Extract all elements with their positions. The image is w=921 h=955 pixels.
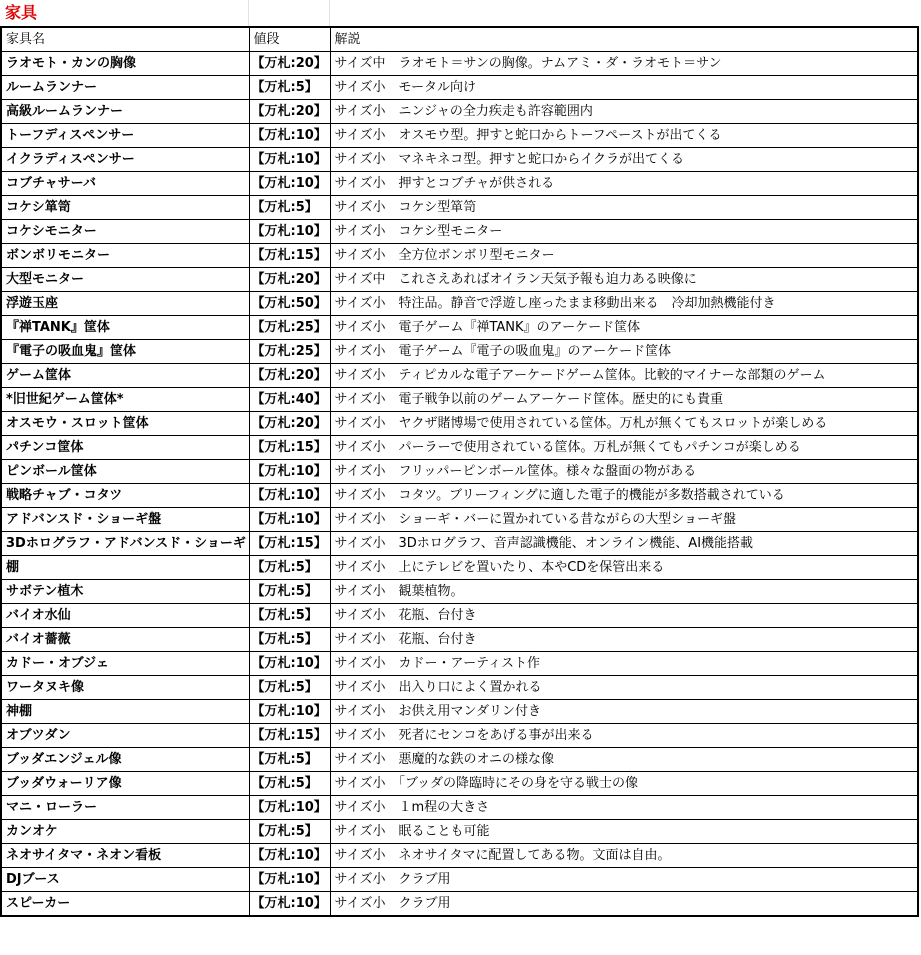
cell-desc[interactable]: サイズ小 電子ゲーム『禅TANK』のアーケード筐体 [330,316,918,340]
cell-name[interactable]: スピーカー [1,892,249,917]
sheet-title[interactable]: 家具 [5,3,38,22]
cell-desc[interactable]: サイズ小 お供え用マンダリン付き [330,700,918,724]
cell-price[interactable]: 【万札:10】 [249,700,330,724]
table-row [1,196,918,220]
cell-name[interactable]: 浮遊玉座 [1,292,249,316]
cell-name[interactable]: コケシモニター [1,220,249,244]
table-row [1,748,918,772]
cell-desc[interactable]: サイズ小 ショーギ・バーに置かれている昔ながらの大型ショーギ盤 [330,508,918,532]
cell-name[interactable]: コケシ箪笥 [1,196,249,220]
cell-desc[interactable]: サイズ小 電子ゲーム『電子の吸血鬼』のアーケード筐体 [330,340,918,364]
cell-name[interactable]: ピンボール筐体 [1,460,249,484]
cell-desc[interactable]: サイズ小 花瓶、台付き [330,604,918,628]
cell-price[interactable]: 【万札:5】 [249,76,330,100]
table-row [1,532,918,556]
cell-name[interactable]: マニ・ローラー [1,796,249,820]
cell-price[interactable]: 【万札:5】 [249,820,330,844]
cell-desc[interactable]: サイズ小 電子戦争以前のゲームアーケード筐体。歴史的にも貴重 [330,388,918,412]
cell-desc[interactable]: サイズ小 ティピカルな電子アーケードゲーム筐体。比較的マイナーな部類のゲーム [330,364,918,388]
cell-name[interactable]: サボテン植木 [1,580,249,604]
cell-desc[interactable]: サイズ小 クラブ用 [330,892,918,917]
cell-price[interactable]: 【万札:10】 [249,892,330,917]
cell-price[interactable]: 【万札:15】 [249,436,330,460]
header-desc[interactable]: 解説 [330,27,918,52]
cell-price[interactable]: 【万札:5】 [249,604,330,628]
cell-desc[interactable]: サイズ小 マネキネコ型。押すと蛇口からイクラが出てくる [330,148,918,172]
table-row [1,340,918,364]
table-row [1,268,918,292]
cell-desc[interactable]: サイズ小 「ブッダの降臨時にその身を守る戦士の像 [330,772,918,796]
cell-name[interactable]: イクラディスペンサー [1,148,249,172]
table-row [1,844,918,868]
table-row [1,436,918,460]
cell-desc[interactable]: サイズ小 コケシ型箪笥 [330,196,918,220]
cell-name[interactable]: ゲーム筐体 [1,364,249,388]
table-row [1,316,918,340]
table-row [1,676,918,700]
table-row [1,148,918,172]
cell-desc[interactable]: サイズ小 ニンジャの全力疾走も許容範囲内 [330,100,918,124]
cell-desc[interactable]: サイズ中 ラオモト＝サンの胸像。ナムアミ・ダ・ラオモト＝サン [330,52,918,76]
cell-name[interactable]: 『禅TANK』筐体 [1,316,249,340]
cell-price[interactable]: 【万札:20】 [249,364,330,388]
cell-name[interactable]: ルームランナー [1,76,249,100]
cell-desc[interactable]: サイズ小 カドー・アーティスト作 [330,652,918,676]
cell-price[interactable]: 【万札:5】 [249,556,330,580]
cell-desc[interactable]: サイズ小 ネオサイタマに配置してある物。文面は自由。 [330,844,918,868]
cell-price[interactable]: 【万札:40】 [249,388,330,412]
cell-desc[interactable]: サイズ小 死者にセンコをあげる事が出来る [330,724,918,748]
cell-desc[interactable]: サイズ小 特注品。静音で浮遊し座ったまま移動出来る 冷却加熱機能付き [330,292,918,316]
cell-desc[interactable]: サイズ小 コケシ型モニター [330,220,918,244]
cell-name[interactable]: ブッダエンジェル像 [1,748,249,772]
table-row [1,292,918,316]
cell-desc[interactable]: サイズ小 悪魔的な鉄のオニの様な像 [330,748,918,772]
cell-name[interactable]: コブチャサーバ [1,172,249,196]
cell-name[interactable]: 高級ルームランナー [1,100,249,124]
table-row [1,652,918,676]
cell-desc[interactable]: サイズ小 花瓶、台付き [330,628,918,652]
grid-line [248,0,249,26]
table-row [1,772,918,796]
table-row [1,244,918,268]
table-row [1,508,918,532]
cell-name[interactable]: ボンボリモニター [1,244,249,268]
table-row [1,868,918,892]
cell-name[interactable]: パチンコ筐体 [1,436,249,460]
table-row [1,364,918,388]
table-row [1,700,918,724]
header-name[interactable]: 家具名 [1,27,249,52]
cell-desc[interactable]: サイズ小 観葉植物。 [330,580,918,604]
cell-desc[interactable]: サイズ小 パーラーで使用されている筐体。万札が無くてもパチンコが楽しめる [330,436,918,460]
cell-name[interactable]: バイオ水仙 [1,604,249,628]
table-row [1,892,918,917]
table-row [1,76,918,100]
cell-price[interactable]: 【万札:50】 [249,292,330,316]
furniture-table [0,26,919,917]
cell-price[interactable]: 【万札:25】 [249,316,330,340]
cell-price[interactable]: 【万札:5】 [249,772,330,796]
cell-name[interactable]: 棚 [1,556,249,580]
cell-price[interactable]: 【万札:10】 [249,652,330,676]
table-row [1,460,918,484]
cell-price[interactable]: 【万札:10】 [249,172,330,196]
table-row [1,796,918,820]
cell-price[interactable]: 【万札:15】 [249,532,330,556]
cell-name[interactable]: バイオ薔薇 [1,628,249,652]
cell-name[interactable]: ラオモト・カンの胸像 [1,52,249,76]
cell-price[interactable]: 【万札:20】 [249,100,330,124]
cell-desc[interactable]: サイズ小 クラブ用 [330,868,918,892]
cell-name[interactable]: 神棚 [1,700,249,724]
cell-price[interactable]: 【万札:5】 [249,196,330,220]
cell-desc[interactable]: サイズ小 モータル向け [330,76,918,100]
table-row [1,124,918,148]
cell-price[interactable]: 【万札:5】 [249,580,330,604]
cell-price[interactable]: 【万札:10】 [249,148,330,172]
cell-price[interactable]: 【万札:20】 [249,268,330,292]
cell-name[interactable]: *旧世紀ゲーム筐体* [1,388,249,412]
cell-name[interactable]: トーフディスペンサー [1,124,249,148]
table-row [1,724,918,748]
cell-price[interactable]: 【万札:20】 [249,52,330,76]
cell-price[interactable]: 【万札:10】 [249,508,330,532]
table-row [1,628,918,652]
cell-price[interactable]: 【万札:5】 [249,628,330,652]
header-price[interactable]: 値段 [249,27,330,52]
table-row [1,580,918,604]
cell-desc[interactable]: サイズ中 これさえあればオイラン天気予報も迫力ある映像に [330,268,918,292]
cell-desc[interactable]: サイズ小 オスモウ型。押すと蛇口からトーフペーストが出てくる [330,124,918,148]
cell-price[interactable]: 【万札:5】 [249,748,330,772]
cell-price[interactable]: 【万札:10】 [249,460,330,484]
header-row [1,27,918,52]
cell-name[interactable]: ネオサイタマ・ネオン看板 [1,844,249,868]
cell-price[interactable]: 【万札:10】 [249,124,330,148]
table-row [1,604,918,628]
table-row [1,556,918,580]
cell-name[interactable]: 『電子の吸血鬼』筐体 [1,340,249,364]
cell-name[interactable]: 大型モニター [1,268,249,292]
cell-desc[interactable]: サイズ小 3Dホログラフ、音声認識機能、オンライン機能、AI機能搭載 [330,532,918,556]
cell-desc[interactable]: サイズ小 出入り口によく置かれる [330,676,918,700]
cell-desc[interactable]: サイズ小 コタツ。ブリーフィングに適した電子的機能が多数搭載されている [330,484,918,508]
cell-price[interactable]: 【万札:25】 [249,340,330,364]
cell-desc[interactable]: サイズ小 ヤクザ賭博場で使用されている筐体。万札が無くてもスロットが楽しめる [330,412,918,436]
cell-desc[interactable]: サイズ小 全方位ボンボリ型モニター [330,244,918,268]
cell-name[interactable]: DJブース [1,868,249,892]
cell-desc[interactable]: サイズ小 フリッパーピンボール筐体。様々な盤面の物がある [330,460,918,484]
cell-name[interactable]: オスモウ・スロット筐体 [1,412,249,436]
table-row [1,100,918,124]
cell-price[interactable]: 【万札:10】 [249,868,330,892]
cell-name[interactable]: オブツダン [1,724,249,748]
cell-desc[interactable]: サイズ小 １m程の大きさ [330,796,918,820]
cell-price[interactable]: 【万札:15】 [249,244,330,268]
grid-line [329,0,330,26]
cell-name[interactable]: 戦略チャブ・コタツ [1,484,249,508]
cell-desc[interactable]: サイズ小 眠ることも可能 [330,820,918,844]
cell-price[interactable]: 【万札:15】 [249,724,330,748]
cell-name[interactable]: カンオケ [1,820,249,844]
table-row [1,172,918,196]
cell-price[interactable]: 【万札:5】 [249,676,330,700]
cell-name[interactable]: アドバンスド・ショーギ盤 [1,508,249,532]
cell-price[interactable]: 【万札:20】 [249,412,330,436]
title-row [0,0,921,26]
table-row [1,484,918,508]
table-row [1,52,918,76]
table-row [1,388,918,412]
cell-name[interactable]: ブッダウォーリア像 [1,772,249,796]
cell-price[interactable]: 【万札:10】 [249,484,330,508]
table-row [1,220,918,244]
cell-price[interactable]: 【万札:10】 [249,844,330,868]
cell-price[interactable]: 【万札:10】 [249,796,330,820]
cell-name[interactable]: カドー・オブジェ [1,652,249,676]
cell-desc[interactable]: サイズ小 押すとコブチャが供される [330,172,918,196]
table-row [1,412,918,436]
cell-name[interactable]: ワータヌキ像 [1,676,249,700]
table-row [1,820,918,844]
cell-name[interactable]: 3Dホログラフ・アドバンスド・ショーギ [1,532,249,556]
cell-price[interactable]: 【万札:10】 [249,220,330,244]
cell-desc[interactable]: サイズ小 上にテレビを置いたり、本やCDを保管出来る [330,556,918,580]
